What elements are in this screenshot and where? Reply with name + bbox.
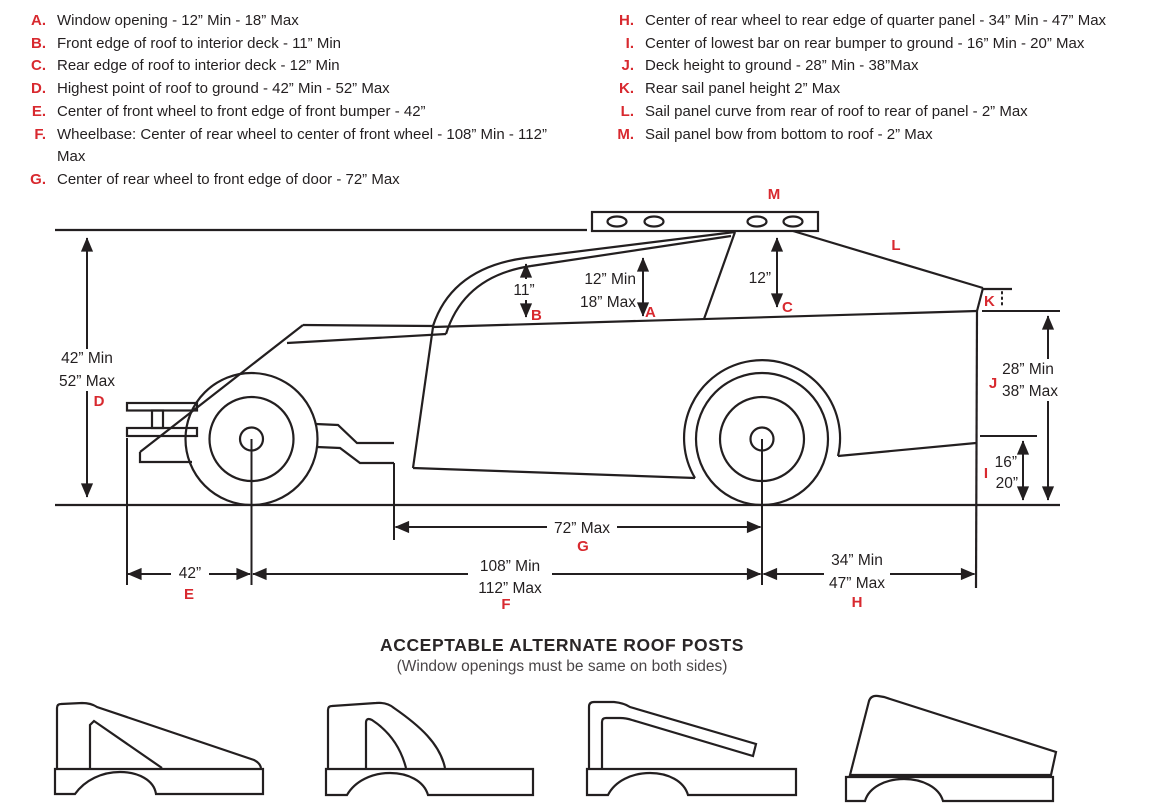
legend-text-l: Sail panel curve from rear of roof to rear of panel - 2” Max (645, 102, 1028, 120)
marker-F: F (501, 596, 511, 613)
nose-bottom (140, 452, 192, 462)
roof-lower-edge (531, 236, 731, 266)
dimension-letters (94, 186, 998, 613)
roof-post-option-1 (55, 703, 263, 794)
spoiler-slot-3 (748, 217, 767, 227)
dim-J-value-line1: 28” Min (1002, 361, 1054, 378)
legend-text-e: Center of front wheel to front edge of front bumper - 42” (57, 102, 426, 120)
marker-D: D (93, 393, 105, 410)
sail-panel-top-edge (793, 231, 983, 288)
front-bumper-post (152, 411, 163, 429)
alternate-roof-posts-title: ACCEPTABLE ALTERNATE ROOF POSTS (379, 635, 745, 655)
option4-sail-outline (850, 696, 1056, 775)
legend-letter-e: E. (31, 102, 46, 120)
dim-D-value-line1: 42” Min (61, 350, 113, 367)
legend-letter-i: I. (625, 34, 634, 52)
roof-post-option-4 (846, 696, 1056, 801)
spoiler-slot-4 (784, 217, 803, 227)
marker-J: J (988, 375, 998, 392)
option3-deck-base (587, 769, 796, 795)
option4-deck-base (846, 777, 1053, 801)
rear-lower-edge (838, 443, 976, 456)
dim-F-value-line2: 112” Max (478, 580, 542, 597)
option1-window-opening (90, 721, 162, 768)
dim-C-value: 12” (748, 270, 771, 287)
quarter-panel-rear-edge (976, 311, 977, 588)
spoiler-slot-1 (608, 217, 627, 227)
dim-I-value-line2: 20” (995, 475, 1018, 492)
legend-letter-a: A. (31, 12, 46, 29)
legend-letter-c: C. (31, 57, 46, 75)
dim-F-value-line1: 108” Min (479, 558, 541, 575)
legend-text-h: Center of rear wheel to rear edge of quarter panel - 34” Min - 47” Max (645, 12, 1107, 29)
legend-text-g: Center of rear wheel to front edge of door - 72” Max (57, 170, 400, 188)
legend-text-m: Sail panel bow from bottom to roof - 2” Max (645, 125, 933, 143)
legend-text-d: Highest point of roof to ground - 42” Min - 52” Max (57, 80, 390, 98)
roof-post-option-3 (587, 702, 796, 795)
rear-window-post (704, 232, 735, 319)
marker-B: B (531, 307, 542, 324)
spoiler-slot-2 (645, 217, 664, 227)
rocker-step-upper (316, 424, 394, 443)
legend-letter-b: B. (31, 34, 46, 52)
legend-text-i: Center of lowest bar on rear bumper to ground - 16” Min - 20” Max (645, 34, 1085, 52)
option2-deck-base (326, 769, 533, 795)
dim-H-value-line2: 47” Max (829, 575, 885, 592)
marker-E: E (183, 586, 195, 603)
roof-top-edge (525, 232, 735, 258)
legend-text-b: Front edge of roof to interior deck - 11” Min (57, 34, 342, 52)
legend-letter-h: H. (619, 12, 634, 29)
marker-L: L (891, 237, 901, 254)
legend-letter-k: K. (619, 80, 634, 98)
marker-I: I (983, 465, 989, 482)
cowl-seam (287, 334, 446, 343)
dim-I-value-line1: 16” (994, 454, 1017, 471)
legend-text-f: Wheelbase: Center of rear wheel to center of front wheel - 108” Min - 112” Max (57, 125, 547, 166)
alternate-roof-posts-subtitle: (Window openings must be same on both sides) (396, 658, 728, 675)
option1-deck-base (55, 769, 263, 794)
legend-letter-g: G. (30, 170, 46, 188)
option1-post-outline (57, 703, 261, 768)
legend-letter-l: L. (620, 102, 634, 120)
marker-H: H (851, 594, 863, 611)
legend-letter-d: D. (31, 80, 46, 98)
dim-G-value: 72” Max (554, 520, 610, 537)
marker-K: K (984, 293, 995, 310)
option2-window-opening (366, 719, 406, 768)
marker-C: C (782, 299, 793, 316)
dim-J-value-line2: 38” Max (1002, 383, 1058, 400)
hood-top-edge (303, 325, 433, 326)
door-front-edge (413, 327, 433, 468)
nose-diagonal (140, 325, 303, 452)
marker-M: M (767, 186, 781, 203)
legend-letter-m: M. (617, 125, 634, 143)
dim-B-value: 11” (513, 282, 535, 299)
dim-A-value-line1: 12” Min (584, 271, 636, 288)
dim-D-value-line2: 52” Max (59, 373, 115, 390)
legend-text-k: Rear sail panel height 2” Max (645, 80, 841, 98)
front-bumper-upper-bar (127, 403, 197, 411)
sail-panel-rear-tip (977, 288, 983, 311)
legend-text-j: Deck height to ground - 28” Min - 38”Max (645, 57, 919, 75)
marker-G: G (577, 538, 589, 555)
legend-text-a: Window opening - 12” Min - 18” Max (57, 12, 299, 29)
dim-A-value-line2: 18” Max (580, 294, 636, 311)
legend-text-c: Rear edge of roof to interior deck - 12” Min (57, 57, 340, 75)
legend-letter-j: J. (621, 57, 634, 75)
legend-letter-f: F. (34, 125, 46, 143)
dim-H-value-line1: 34” Min (831, 552, 883, 569)
body-bottom-edge (413, 468, 695, 478)
option2-post-outline (328, 703, 445, 768)
dim-E-value: 42” (178, 565, 202, 582)
rocker-step-lower (317, 447, 394, 463)
marker-A: A (645, 304, 656, 321)
extension-lines (127, 289, 1060, 585)
roof-post-option-2 (326, 703, 533, 795)
option3-post-outline (589, 702, 756, 768)
